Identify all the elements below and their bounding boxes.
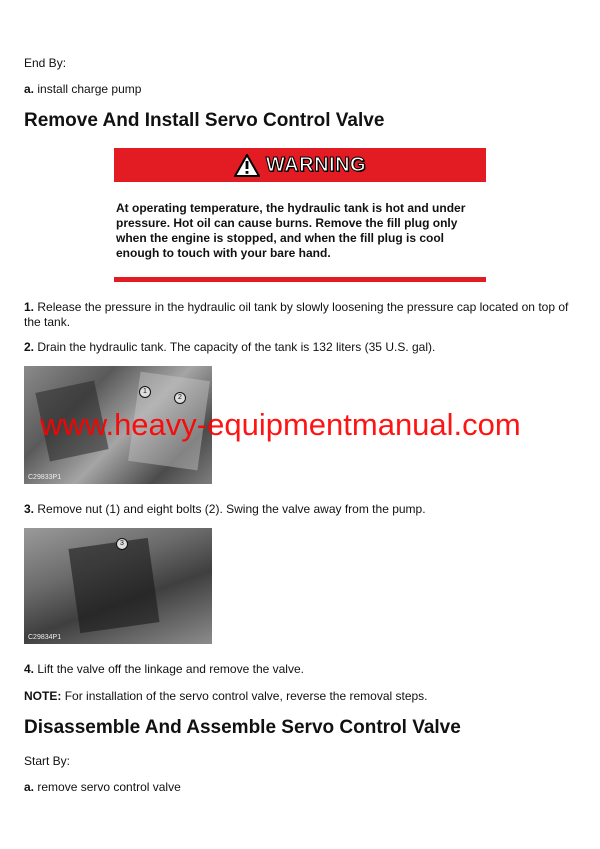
figure-1-callout-2: 2 <box>174 392 186 404</box>
end-by-label: End By: <box>24 56 67 70</box>
start-by-step-text: remove servo control valve <box>37 780 181 794</box>
step-1-number: 1. <box>24 300 35 314</box>
step-3-text: Remove nut (1) and eight bolts (2). Swing the valve away from the pump. <box>37 502 426 516</box>
note-text: For installation of the servo control valve, reverse the removal steps. <box>64 689 428 703</box>
step-1 <box>24 300 576 330</box>
section-title-remove-install: Remove And Install Servo Control Valve <box>24 110 385 131</box>
note <box>24 689 428 704</box>
note-label: NOTE: <box>24 689 62 703</box>
figure-2-id: C29834P1 <box>28 634 62 641</box>
warning-triangle-icon <box>234 154 260 177</box>
watermark: www.heavy-equipmentmanual.com <box>40 407 521 442</box>
figure-1-id: C29833P1 <box>28 474 62 481</box>
section-title-disassemble-assemble: Disassemble And Assemble Servo Control Valve <box>24 717 461 738</box>
start-by-label: Start By: <box>24 754 71 768</box>
step-3-number: 3. <box>24 502 35 516</box>
step-4-text: Lift the valve off the linkage and remove the valve. <box>37 662 304 676</box>
start-by-step-letter: a. <box>24 780 35 794</box>
warning-bottom-rule <box>114 277 486 282</box>
step-2 <box>24 340 435 355</box>
warning-label: WARNING <box>265 153 367 176</box>
step-1-text: Release the pressure in the hydraulic oil tank by slowly loosening the pressure cap located on top of the tank. <box>24 300 569 329</box>
step-4 <box>24 662 304 677</box>
figure-2-photo <box>24 528 212 644</box>
end-by-step-text: install charge pump <box>37 82 142 96</box>
figure-2-callout-3: 3 <box>116 538 128 550</box>
step-4-number: 4. <box>24 662 35 676</box>
figure-1-callout-1: 1 <box>139 386 151 398</box>
warning-banner <box>114 148 486 182</box>
step-3 <box>24 502 426 517</box>
end-by-step <box>24 82 141 97</box>
warning-text: At operating temperature, the hydraulic tank is hot and under pressure. Hot oil can cause burns. Remove the fill plug only when the engine is stopped, and when the fill plug is cool enough to touch with your bare hand. <box>116 201 466 260</box>
end-by-step-letter: a. <box>24 82 35 96</box>
step-2-number: 2. <box>24 340 35 354</box>
start-by-step <box>24 780 181 795</box>
step-2-text: Drain the hydraulic tank. The capacity of the tank is 132 liters (35 U.S. gal). <box>37 340 436 354</box>
